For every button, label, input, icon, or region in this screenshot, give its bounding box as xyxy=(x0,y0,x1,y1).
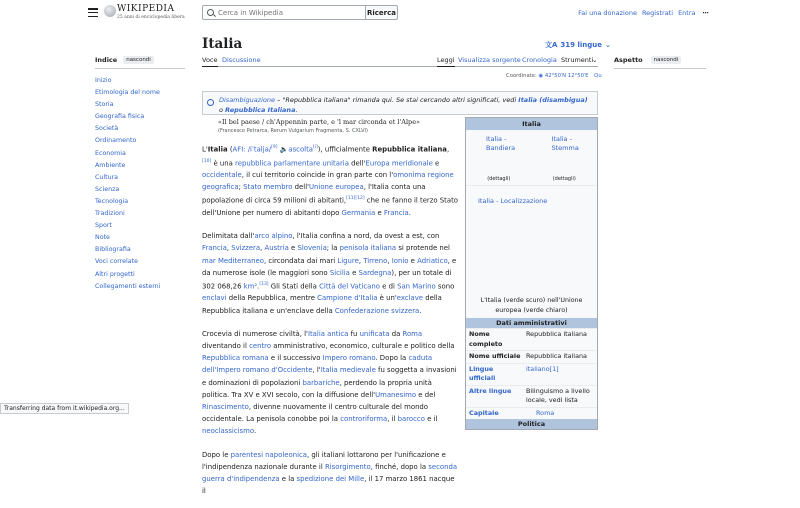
toc-item[interactable]: Bibliografia xyxy=(95,246,131,254)
hatnote-link-italia-disambigua[interactable]: Italia (disambigua) xyxy=(518,96,588,104)
toc-hide-button[interactable]: nascondi xyxy=(123,56,154,64)
hatnote-text: – "Repubblica italiana" rimanda qui. Se stai cercando altri significati, vedi xyxy=(275,96,519,104)
infobox-rows xyxy=(466,328,597,419)
search-input[interactable] xyxy=(218,9,358,17)
location-map-alt[interactable]: Italia - Localizzazione xyxy=(478,197,548,205)
coord-more-link[interactable]: Qu xyxy=(594,73,602,79)
more-options-icon[interactable]: ⋯ xyxy=(702,9,709,17)
toc-item[interactable]: Sport xyxy=(95,222,112,230)
toc-item[interactable]: Economia xyxy=(95,149,126,157)
toc-item[interactable]: Note xyxy=(95,234,110,242)
table-of-contents xyxy=(95,56,185,293)
paragraph-unification: Dopo le parentesi napoleonica, gli italiani lottarono per l'unificazione e l'indipendenza nazionale durante il Risorgimento, finché, dopo la seconda guerra d'indipendenza e la spedizione dei Mille, il 17 marzo 1861 nacque il xyxy=(202,450,458,496)
disambiguation-icon xyxy=(207,99,214,106)
infobox-row xyxy=(466,407,597,420)
search-bar xyxy=(202,5,398,20)
toc-item[interactable]: Storia xyxy=(95,101,114,109)
toc-item[interactable]: Ambiente xyxy=(95,161,126,169)
tab-discussione[interactable]: Discussione xyxy=(222,56,261,64)
flag-details[interactable]: (dettagli) xyxy=(487,176,511,182)
infobox xyxy=(465,117,598,430)
emblem-cell[interactable] xyxy=(532,130,598,185)
location-map[interactable] xyxy=(466,186,597,296)
toc-item[interactable]: Tradizioni xyxy=(95,210,125,218)
toc-item[interactable]: Scienza xyxy=(95,185,120,193)
flag-image-alt[interactable]: Italia - Bandiera xyxy=(486,135,516,152)
section-admin: Dati amministrativi xyxy=(466,318,597,328)
toc-item[interactable]: Ordinamento xyxy=(95,137,137,145)
infobox-title: Italia xyxy=(466,118,597,130)
epigraph-quote xyxy=(218,118,458,136)
donate-link[interactable]: Fai una donazione xyxy=(578,9,637,17)
emblem-details[interactable]: (dettagli) xyxy=(552,176,576,182)
wikipedia-globe-icon[interactable] xyxy=(104,5,116,17)
infobox-row xyxy=(466,328,597,350)
infobox-key[interactable]: Lingue ufficiali xyxy=(469,364,496,382)
infobox-symbols xyxy=(466,130,597,186)
appearance-heading: Aspetto xyxy=(614,56,643,64)
logo-tagline: 25 anni di enciclopedia libera xyxy=(117,15,185,20)
infobox-row xyxy=(466,363,597,385)
toc-header xyxy=(95,56,185,69)
paragraph-geography: Delimitata dall'arco alpino, l'Italia confina a nord, da ovest a est, con Francia, Svizzera, Austria e Slovenia; la penisola italiana si protende nel mar Mediterraneo, circondata dai mari Ligure, Tirreno, Ionio e Adriatico, e da numerose isole (le maggiori sono Sicilia e Sardegna), per un totale di 302 068,26 km².[13] Gli Stati della Città del Vaticano e di San Marino sono enclavi della Repubblica, mentre Campione d'Italia è un'exclave della Repubblica italiana e un'enclave della Confederazione svizzera. xyxy=(202,232,457,315)
toc-list xyxy=(95,75,185,293)
coord-value[interactable]: 42°50′N 12°50′E xyxy=(544,73,589,79)
coord-label: Coordinate: xyxy=(506,73,537,79)
user-links xyxy=(578,9,709,17)
disambiguation-hatnote: Disambiguazione – "Repubblica italiana" rimanda qui. Se stai cercando altri significati, vedi Italia (disambigua) o Repubblica Italiana. xyxy=(202,91,598,115)
flag-cell[interactable] xyxy=(466,130,532,185)
infobox-value: Bilinguismo a livello locale, vedi lista xyxy=(526,386,590,404)
register-link[interactable]: Registrati xyxy=(641,9,674,17)
browser-status-bar: Transferring data from it.wikipedia.org... xyxy=(0,403,129,414)
tab-leggi[interactable]: Leggi xyxy=(437,56,455,67)
infobox-row xyxy=(466,350,597,363)
infobox-key[interactable]: Capitale xyxy=(469,408,499,417)
chevron-down-icon: ⌄ xyxy=(605,41,611,49)
emblem-image-alt[interactable]: Italia - Stemma xyxy=(551,135,579,152)
paragraph-history: Crocevia di numerose civiltà, l'Italia antica fu unificata da Roma diventando il centro amministrativo, economico, culturale e politico della Repubblica romana e il successivo Impero romano. Dopo la caduta dell'Impero romano d'Occidente, l'Italia medievale fu soggetta a invasioni e dominazioni di popolazioni barbariche, perdendo la propria unità politica. Tra XV e XVI secolo, con la diffusione dell'Umanesimo e del Rinascimento, divenne nuovamente il centro culturale del mondo occidentale. La penisola conobbe poi la controriforma, il barocco e il neoclassicismo. xyxy=(202,329,457,436)
hatnote-link-repubblica[interactable]: Repubblica Italiana xyxy=(225,106,296,114)
audio-icon: 🔈 xyxy=(279,145,289,154)
toc-item[interactable]: Società xyxy=(95,125,119,133)
article-body xyxy=(202,142,458,508)
hatnote-or: o xyxy=(219,106,226,114)
infobox-row xyxy=(466,385,597,407)
language-count: 319 lingue xyxy=(560,41,602,49)
tab-strumenti[interactable]: Strumenti xyxy=(561,56,594,64)
toc-item[interactable]: Collegamenti esterni xyxy=(95,282,161,290)
page-title: Italia xyxy=(202,36,243,52)
tab-visualizza-sorgente[interactable]: Visualizza sorgente xyxy=(458,56,521,64)
infobox-value: Repubblica italiana xyxy=(526,330,587,338)
appearance-panel-header xyxy=(614,56,706,69)
toc-item[interactable]: Altri progetti xyxy=(95,270,135,278)
infobox-value[interactable]: Roma xyxy=(536,408,555,417)
toc-item[interactable]: Geografia fisica xyxy=(95,113,145,121)
toc-item[interactable]: Tecnologia xyxy=(95,197,129,205)
toc-item[interactable]: Etimologia del nome xyxy=(95,89,160,97)
globe-pin-icon: ◉ xyxy=(538,73,544,79)
language-button[interactable] xyxy=(545,40,611,50)
hatnote-link-disambiguazione[interactable]: Disambiguazione xyxy=(219,96,275,104)
site-header xyxy=(0,0,800,27)
toc-heading: Indice xyxy=(95,56,118,64)
page-tabs xyxy=(202,53,598,67)
infobox-value[interactable]: italiano[1] xyxy=(526,364,559,373)
toc-item[interactable]: Inizio xyxy=(95,77,112,84)
coordinates xyxy=(506,73,602,79)
strumenti-chevron-icon[interactable]: ⌄ xyxy=(592,56,598,64)
location-caption: L'Italia (verde scuro) nell'Unione europea (verde chiaro) xyxy=(480,297,583,314)
quote-source: (Francesco Petrarca, Rerum Vulgarium Fragmenta, S. CXLVI) xyxy=(218,128,368,134)
infobox-value: Repubblica italiana xyxy=(526,352,587,360)
section-politics: Politica xyxy=(466,419,597,429)
logo-wordmark[interactable]: WIKIPEDIA xyxy=(117,4,175,14)
paragraph-intro: L'Italia (AFI: /iˈtalja/[9] 🔈ascolta[i]), ufficialmente Repubblica italiana,[10] è una repubblica parlamentare unitaria dell'Europa meridionale e occidentale, il cui territorio coincide in gran parte con l'omonima regione geografica; Stato membro dell'Unione europea, l'Italia conta una popolazione di circa 59 milioni di abitanti,[11][12] che ne fanno il terzo Stato dell'Unione per numero di abitanti dopo Germania e Francia. xyxy=(202,145,459,217)
appearance-hide-button[interactable]: nascondi xyxy=(651,56,682,64)
tab-voce[interactable]: Voce xyxy=(202,56,218,67)
translate-icon: 文A xyxy=(545,41,558,49)
main-menu-icon[interactable] xyxy=(88,8,98,17)
infobox-key[interactable]: Altre lingue xyxy=(469,386,512,395)
search-box[interactable] xyxy=(202,5,366,20)
toc-item[interactable]: Voci correlate xyxy=(95,258,138,266)
infobox-key: Nome completo xyxy=(469,330,503,348)
search-icon xyxy=(207,9,214,16)
search-button[interactable]: Ricerca xyxy=(366,5,398,20)
infobox-key: Nome ufficiale xyxy=(469,352,521,360)
tab-cronologia[interactable]: Cronologia xyxy=(522,56,557,64)
login-link[interactable]: Entra xyxy=(678,9,696,17)
quote-text: «Il bel paese / ch'Appennin parte, e 'l mar circonda et l'Alpe» xyxy=(218,118,421,126)
toc-item[interactable]: Cultura xyxy=(95,173,119,181)
